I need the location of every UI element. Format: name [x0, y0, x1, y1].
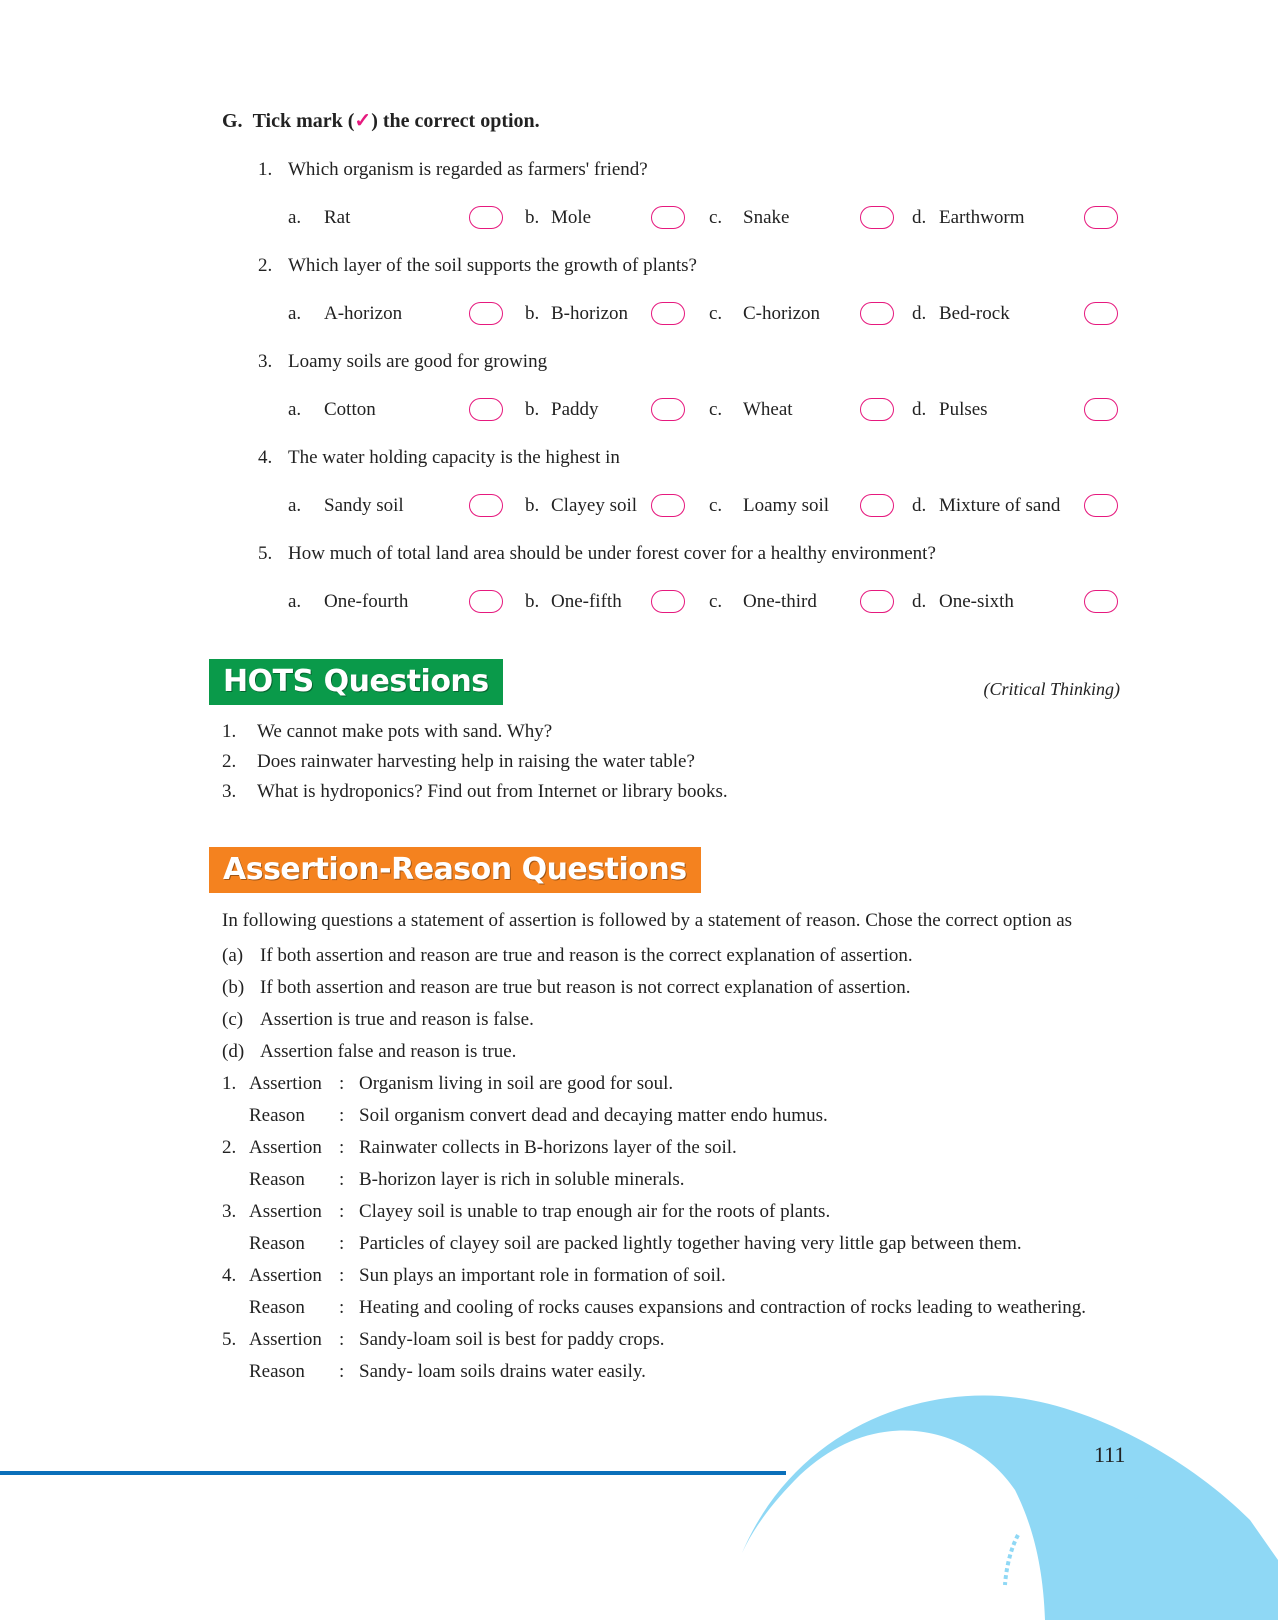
option-letter: c. [709, 399, 723, 420]
reason-row [222, 1100, 1120, 1132]
answer-checkbox[interactable] [651, 206, 685, 229]
assertion-row [222, 1132, 1120, 1164]
answer-checkbox[interactable] [860, 206, 894, 229]
item-number: 3. [222, 1201, 237, 1222]
assertion-row [222, 1260, 1120, 1292]
spacer [222, 1231, 249, 1257]
reason-text: B-horizon layer is rich in soluble minerals. [359, 1169, 685, 1190]
option-letter: a. [288, 303, 302, 324]
option-letter: a. [288, 591, 302, 612]
option-text: Loamy soil [743, 495, 830, 516]
assertion-text: Sandy-loam soil is best for paddy crops. [359, 1329, 665, 1350]
choice-label: (c) [222, 1009, 244, 1030]
assertion-label: Assertion [249, 1201, 322, 1222]
option-letter: d. [912, 591, 927, 612]
wave-decoration [742, 1396, 1278, 1620]
answer-checkbox[interactable] [469, 494, 503, 517]
colon: : [339, 1105, 345, 1126]
answer-checkbox[interactable] [860, 302, 894, 325]
option-letter: b. [525, 207, 540, 228]
spacer [222, 1359, 249, 1385]
hots-banner [209, 659, 503, 705]
footer-line [0, 1471, 786, 1475]
spacer [222, 1103, 249, 1129]
spacer [222, 1295, 249, 1321]
tick-mark-icon: ✓ [354, 110, 372, 132]
answer-checkbox[interactable] [469, 206, 503, 229]
option-text: One-third [743, 591, 817, 612]
question-number: 2. [258, 255, 273, 276]
option-text: C-horizon [743, 303, 821, 324]
option-text: Pulses [939, 399, 988, 420]
reason-text: Soil organism convert dead and decaying matter endo humus. [359, 1105, 828, 1126]
assertion-reason-banner [209, 847, 701, 893]
choice-row [222, 940, 1120, 972]
assertion-label: Assertion [249, 1329, 322, 1350]
hots-number: 3. [222, 781, 237, 802]
option-letter: c. [709, 303, 723, 324]
reason-text: Sandy- loam soils drains water easily. [359, 1361, 646, 1382]
option-text: Earthworm [939, 207, 1025, 228]
choice-text: Assertion is true and reason is false. [260, 1009, 534, 1030]
option-text: Cotton [324, 399, 376, 420]
option-text: Mixture of sand [939, 495, 1061, 516]
assertion-reason-section [222, 908, 1120, 1388]
title-text: ) the correct option. [371, 110, 540, 132]
option-letter: a. [288, 399, 302, 420]
answer-checkbox[interactable] [860, 494, 894, 517]
question-number: 4. [258, 447, 273, 468]
choice-label: (d) [222, 1041, 245, 1062]
option-letter: a. [288, 207, 302, 228]
reason-text: Heating and cooling of rocks causes expansions and contraction of rocks leading to weathering. [359, 1297, 1087, 1318]
assertion-text: Sun plays an important role in formation of soil. [359, 1265, 726, 1286]
question-text: The water holding capacity is the highest in [288, 447, 620, 468]
title-text: Tick mark ( [252, 110, 355, 132]
hots-number: 1. [222, 721, 237, 742]
option-text: Clayey soil [551, 495, 638, 516]
option-letter: b. [525, 303, 540, 324]
answer-checkbox[interactable] [651, 494, 685, 517]
question-text: How much of total land area should be under forest cover for a healthy environment? [288, 543, 936, 564]
answer-checkbox[interactable] [1084, 398, 1118, 421]
answer-checkbox[interactable] [469, 398, 503, 421]
assertion-reason-list [222, 1068, 1120, 1388]
choice-text: If both assertion and reason are true and reason is the correct explanation of assertion. [260, 945, 913, 966]
colon: : [339, 1233, 345, 1254]
answer-checkbox[interactable] [1084, 206, 1118, 229]
option-letter: a. [288, 495, 302, 516]
critical-thinking-label: (Critical Thinking) [983, 679, 1120, 699]
colon: : [339, 1361, 345, 1382]
assertion-label: Assertion [249, 1137, 322, 1158]
option-text: One-fifth [551, 591, 622, 612]
hots-title: HOTS Questions [223, 664, 489, 699]
option-text: A-horizon [324, 303, 403, 324]
assertion-label: Assertion [249, 1073, 322, 1094]
option-letter: b. [525, 399, 540, 420]
option-letter: b. [525, 591, 540, 612]
option-text: Bed-rock [939, 303, 1010, 324]
option-text: Wheat [743, 399, 793, 420]
question-text: Loamy soils are good for growing [288, 351, 548, 372]
hots-question: Does rainwater harvesting help in raising the water table? [257, 751, 695, 772]
reason-label: Reason [249, 1233, 305, 1254]
question-number: 1. [258, 159, 273, 180]
colon: : [339, 1073, 345, 1094]
answer-checkbox[interactable] [860, 398, 894, 421]
dotted-arc [1005, 1535, 1018, 1585]
colon: : [339, 1137, 345, 1158]
colon: : [339, 1169, 345, 1190]
assertion-row [222, 1196, 1120, 1228]
reason-row [222, 1292, 1120, 1324]
answer-checkbox[interactable] [651, 398, 685, 421]
item-number: 4. [222, 1265, 237, 1286]
colon: : [339, 1201, 345, 1222]
question-number: 3. [258, 351, 273, 372]
answer-checkbox[interactable] [860, 590, 894, 613]
option-text: Rat [324, 207, 351, 228]
assertion-intro: In following questions a statement of assertion is followed by a statement of reason. Chose the correct option as [222, 910, 1073, 931]
reason-text: Particles of clayey soil are packed lightly together having very little gap between them. [359, 1233, 1022, 1254]
assertion-reason-title: Assertion-Reason Questions [223, 852, 687, 887]
hots-question: What is hydroponics? Find out from Internet or library books. [257, 781, 728, 802]
answer-checkbox[interactable] [469, 302, 503, 325]
choice-list [222, 940, 1120, 1068]
option-letter: c. [709, 591, 723, 612]
option-letter: d. [912, 399, 927, 420]
answer-checkbox[interactable] [1084, 494, 1118, 517]
hots-question: We cannot make pots with sand. Why? [257, 721, 553, 742]
choice-label: (b) [222, 977, 245, 998]
reason-row [222, 1228, 1120, 1260]
option-text: B-horizon [551, 303, 629, 324]
reason-row [222, 1356, 1120, 1388]
option-letter: c. [709, 495, 723, 516]
reason-label: Reason [249, 1297, 305, 1318]
choice-label: (a) [222, 945, 244, 966]
option-letter: b. [525, 495, 540, 516]
option-text: Snake [743, 207, 790, 228]
section-g-heading [222, 111, 540, 131]
answer-checkbox[interactable] [651, 302, 685, 325]
assertion-text: Rainwater collects in B-horizons layer of the soil. [359, 1137, 737, 1158]
option-letter: d. [912, 207, 927, 228]
choice-row [222, 1036, 1120, 1068]
section-letter: G. [222, 110, 243, 132]
answer-checkbox[interactable] [651, 590, 685, 613]
assertion-label: Assertion [249, 1265, 322, 1286]
answer-checkbox[interactable] [1084, 590, 1118, 613]
assertion-row [222, 1324, 1120, 1356]
reason-label: Reason [249, 1361, 305, 1382]
item-number: 2. [222, 1137, 237, 1158]
choice-row [222, 1004, 1120, 1036]
assertion-text: Organism living in soil are good for soul. [359, 1073, 674, 1094]
assertion-row [222, 1068, 1120, 1100]
option-letter: d. [912, 495, 927, 516]
option-text: Mole [551, 207, 592, 228]
reason-row [222, 1164, 1120, 1196]
item-number: 5. [222, 1329, 237, 1350]
option-text: Paddy [551, 399, 599, 420]
answer-checkbox[interactable] [1084, 302, 1118, 325]
colon: : [339, 1265, 345, 1286]
answer-checkbox[interactable] [469, 590, 503, 613]
option-text: One-fourth [324, 591, 409, 612]
page-number: 111 [1094, 1442, 1126, 1467]
choice-row [222, 972, 1120, 1004]
hots-number: 2. [222, 751, 237, 772]
item-number: 1. [222, 1073, 237, 1094]
question-text: Which layer of the soil supports the growth of plants? [288, 255, 697, 276]
colon: : [339, 1329, 345, 1350]
assertion-text: Clayey soil is unable to trap enough air for the roots of plants. [359, 1201, 831, 1222]
choice-text: If both assertion and reason are true but reason is not correct explanation of assertion. [260, 977, 911, 998]
option-text: Sandy soil [324, 495, 404, 516]
option-text: One-sixth [939, 591, 1014, 612]
choice-text: Assertion false and reason is true. [260, 1041, 517, 1062]
option-letter: c. [709, 207, 723, 228]
option-letter: d. [912, 303, 927, 324]
question-number: 5. [258, 543, 273, 564]
spacer [222, 1167, 249, 1193]
question-text: Which organism is regarded as farmers' friend? [288, 159, 648, 180]
reason-label: Reason [249, 1169, 305, 1190]
colon: : [339, 1297, 345, 1318]
reason-label: Reason [249, 1105, 305, 1126]
